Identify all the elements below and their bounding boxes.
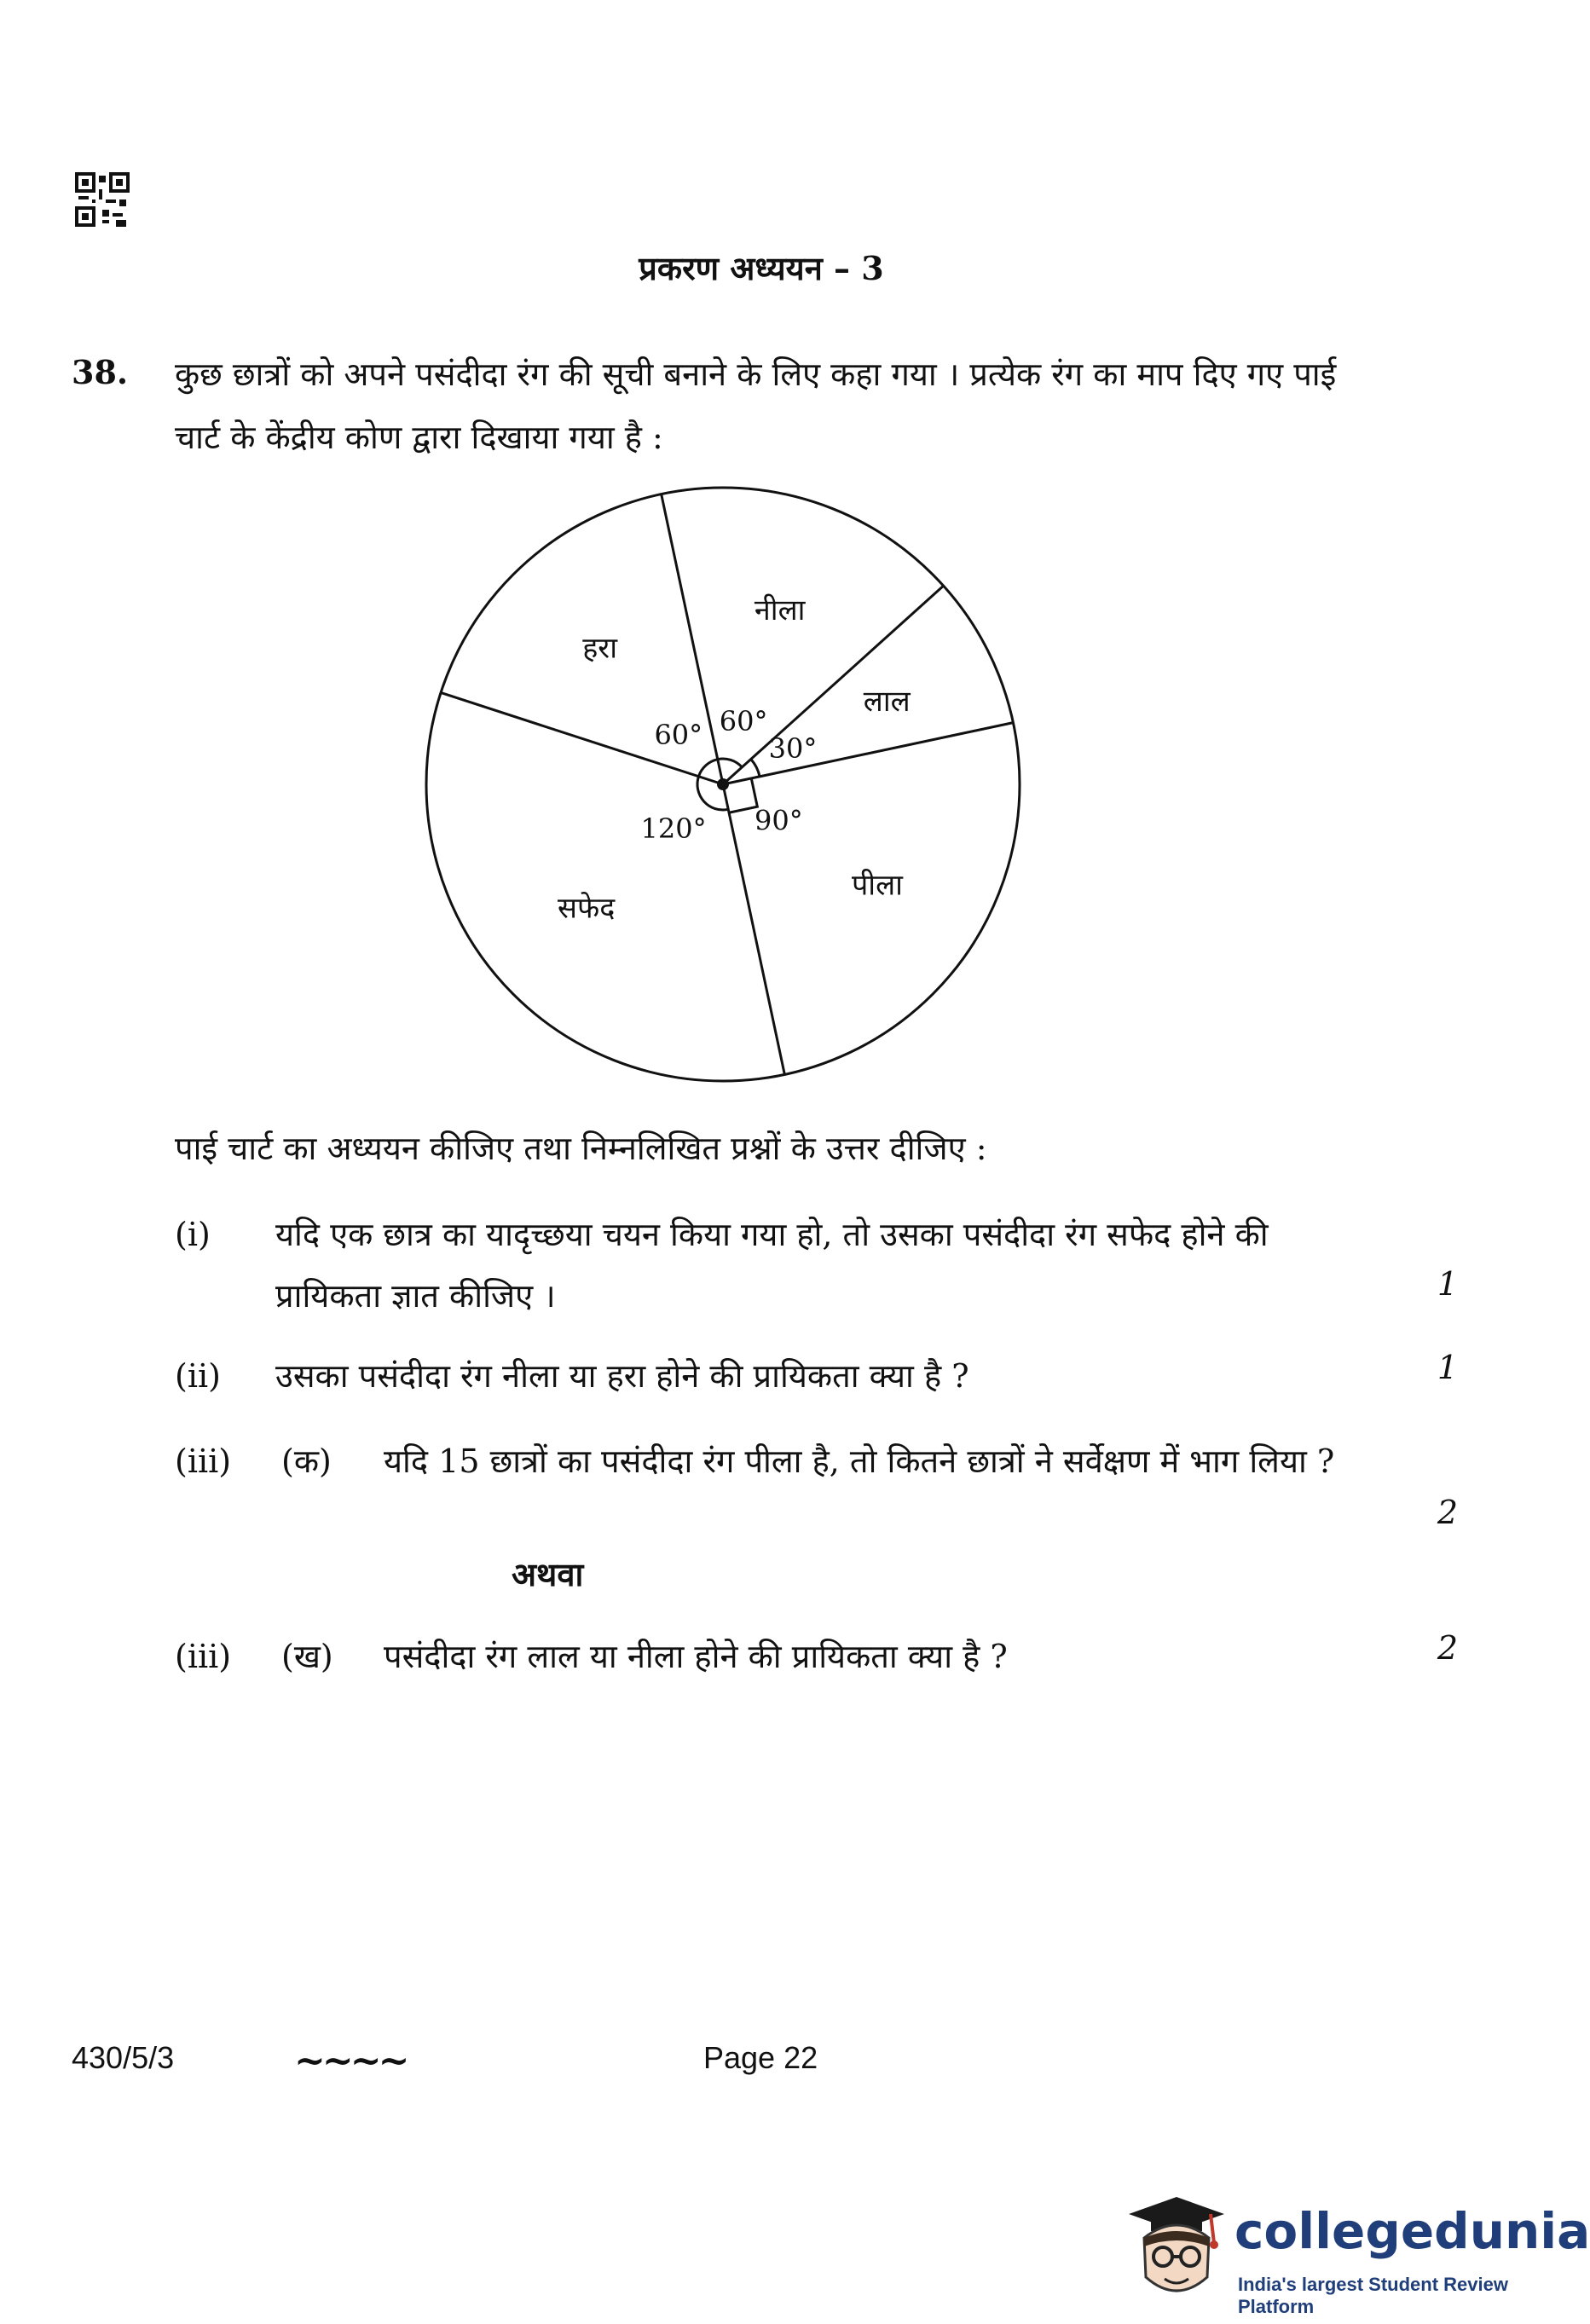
- subq-iii-b-marks: 2: [1437, 1629, 1458, 1667]
- subq-iii-b-text: पसंदीदा रंग लाल या नीला होने की प्रायिकता क्या है ?: [384, 1638, 1008, 1675]
- subq-iii-a-text: यदि 15 छात्रों का पसंदीदा रंग पीला है, तो कितने छात्रों ने सर्वेक्षण में भाग लिया ?: [384, 1442, 1335, 1480]
- angle-arc-5: [698, 760, 717, 777]
- instruction-text: पाई चार्ट का अध्ययन कीजिए तथा निम्नलिखित प्रश्नों के उत्तर दीजिए :: [175, 1130, 987, 1167]
- student-mascot-icon: [1125, 2195, 1228, 2315]
- subq-iii-a-part: (क): [281, 1442, 332, 1480]
- angle-arc-2: [751, 760, 760, 777]
- pie-chart: [416, 490, 1030, 1087]
- subq-ii-text: उसका पसंदीदा रंग नीला या हरा होने की प्रायिकता क्या है ?: [275, 1357, 969, 1395]
- or-separator: अथवा: [512, 1555, 584, 1593]
- question-number: 38.: [72, 353, 129, 391]
- subq-i-marks: 1: [1437, 1265, 1458, 1303]
- subq-ii-number: (ii): [175, 1357, 221, 1395]
- subq-iii-a-marks: 2: [1437, 1494, 1458, 1531]
- page-number: Page 22: [703, 2040, 818, 2075]
- section-title: प्रकरण अध्ययन – 3: [639, 249, 884, 287]
- decorative-squiggle: ~~~~: [294, 2039, 407, 2083]
- slice-label-1: नीला: [754, 593, 806, 627]
- subq-iii-a-number: (iii): [175, 1442, 232, 1480]
- qr-code-icon: [75, 172, 130, 227]
- angle-arc-1: [718, 759, 743, 767]
- subq-i-text: यदि एक छात्र का यादृच्छया चयन किया गया हो, तो उसका पसंदीदा रंग सफेद होने की प्रायिकता ज्ञात कीजिए ।: [275, 1216, 1269, 1315]
- angle-label-4: 120°: [640, 812, 707, 846]
- question-text: कुछ छात्रों को अपने पसंदीदा रंग की सूची बनाने के लिए कहा गया । प्रत्येक रंग का माप दिए गए पाई चार्ट के केंद्रीय कोण द्वारा दिखाया गया है :: [175, 356, 1337, 456]
- right-angle-mark: [729, 778, 757, 812]
- logo-tagline: India's largest Student Review Platform: [1238, 2274, 1508, 2317]
- subq-i-number: (i): [175, 1216, 211, 1253]
- angle-label-2: 30°: [768, 732, 818, 766]
- pie-center-dot: [717, 778, 729, 790]
- collegedunia-logo: [1125, 2195, 1590, 2317]
- angle-label-5: 60°: [654, 719, 703, 752]
- slice-label-5: हरा: [582, 631, 618, 666]
- slice-label-2: लाल: [863, 685, 911, 720]
- angle-label-3: 90°: [755, 804, 803, 837]
- subq-iii-b-part: (ख): [281, 1638, 333, 1675]
- subq-ii-marks: 1: [1437, 1349, 1458, 1386]
- subq-iii-b-number: (iii): [175, 1638, 232, 1675]
- paper-code: 430/5/3: [72, 2040, 175, 2075]
- slice-label-4: सफेद: [558, 891, 616, 926]
- slice-label-3: पीला: [851, 868, 903, 903]
- logo-wordmark: collegedunia: [1234, 2202, 1590, 2260]
- angle-label-1: 60°: [719, 704, 768, 737]
